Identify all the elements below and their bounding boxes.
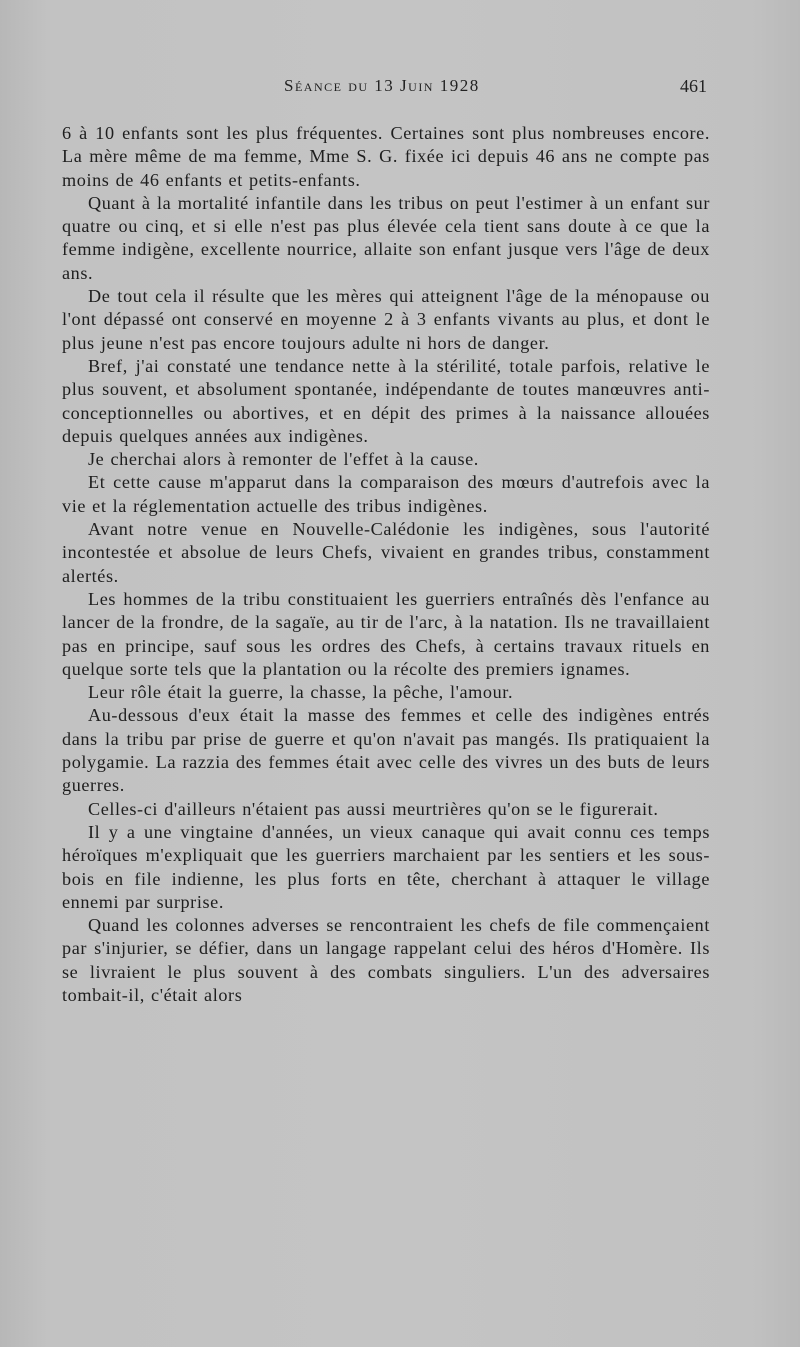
paragraph: Celles-ci d'ailleurs n'étaient pas aussi meurtrières qu'on se le figurerait. (88, 798, 659, 819)
paragraph: Les hommes de la tribu constituaient les guerriers entraînés dès l'enfance au lancer de la frondre, de la sagaïe, au tir de l'arc, à la natation. Ils ne travaillaient pas en principe, sauf sous les ordres des Chefs, à certains travaux rituels en quelque sorte tels que la plantation ou la récolte des premiers ignames. (62, 588, 710, 679)
paragraph: De tout cela il résulte que les mères qui atteignent l'âge de la ménopause ou l'ont dépassé ont conservé en moyenne 2 à 3 enfants vivants au plus, et dont le plus jeune n'est pas encore toujours adulte ni hors de danger. (62, 286, 710, 353)
page-number: 461 (680, 76, 707, 96)
page-header (0, 76, 800, 100)
paragraph: Quant à la mortalité infantile dans les tribus on peut l'estimer à un enfant sur quatre ou cinq, et si elle n'est pas plus élevée cela tient sans doute à ce que la femme indigène, excellente nourrice, allaite son enfant jusque vers l'âge de deux ans. (62, 192, 710, 283)
running-head: Séance du 13 Juin 1928 (284, 76, 480, 95)
body-text (62, 122, 710, 1007)
paragraph: Il y a une vingtaine d'années, un vieux canaque qui avait connu ces temps héroïques m'expliquait que les guerriers marchaient par les sentiers et les sous-bois en file indienne, les plus forts en tête, cherchant à attaquer le village ennemi par surprise. (62, 821, 710, 912)
paragraph: Leur rôle était la guerre, la chasse, la pêche, l'amour. (88, 682, 514, 703)
paragraph: Quand les colonnes adverses se rencontraient les chefs de file commençaient par s'injurier, se défier, dans un langage rappelant celui des héros d'Homère. Ils se livraient le plus souvent à des combats singuliers. L'un des adversaires tombait-il, c'était alors (62, 915, 710, 1005)
paragraph: Et cette cause m'apparut dans la comparaison des mœurs d'autrefois avec la vie et la réglementation actuelle des tribus indigènes. (62, 472, 710, 516)
paragraph: Au-dessous d'eux était la masse des femmes et celle des indigènes entrés dans la tribu par prise de guerre et qu'on n'avait pas mangés. Ils pratiquaient la polygamie. La razzia des femmes était avec celle des vivres un des buts de leurs guerres. (62, 705, 710, 796)
paragraph: Bref, j'ai constaté une tendance nette à la stérilité, totale parfois, relative le plus souvent, et absolument spontanée, indépendante de toutes manœuvres anti-conceptionnelles ou abortives, et en dépit des primes à la naissance allouées depuis quelques années aux indigènes. (62, 355, 710, 446)
paragraph: 6 à 10 enfants sont les plus fréquentes. Certaines sont plus nombreuses encore. La mère même de ma femme, Mme S. G. fixée ici depuis 46 ans ne compte pas moins de 46 enfants et petits-enfants. (62, 123, 710, 190)
paragraph: Je cherchai alors à remonter de l'effet à la cause. (88, 449, 479, 470)
paragraph: Avant notre venue en Nouvelle-Calédonie les indigènes, sous l'autorité incontestée et absolue de leurs Chefs, vivaient en grandes tribus, constamment alertés. (62, 519, 710, 586)
